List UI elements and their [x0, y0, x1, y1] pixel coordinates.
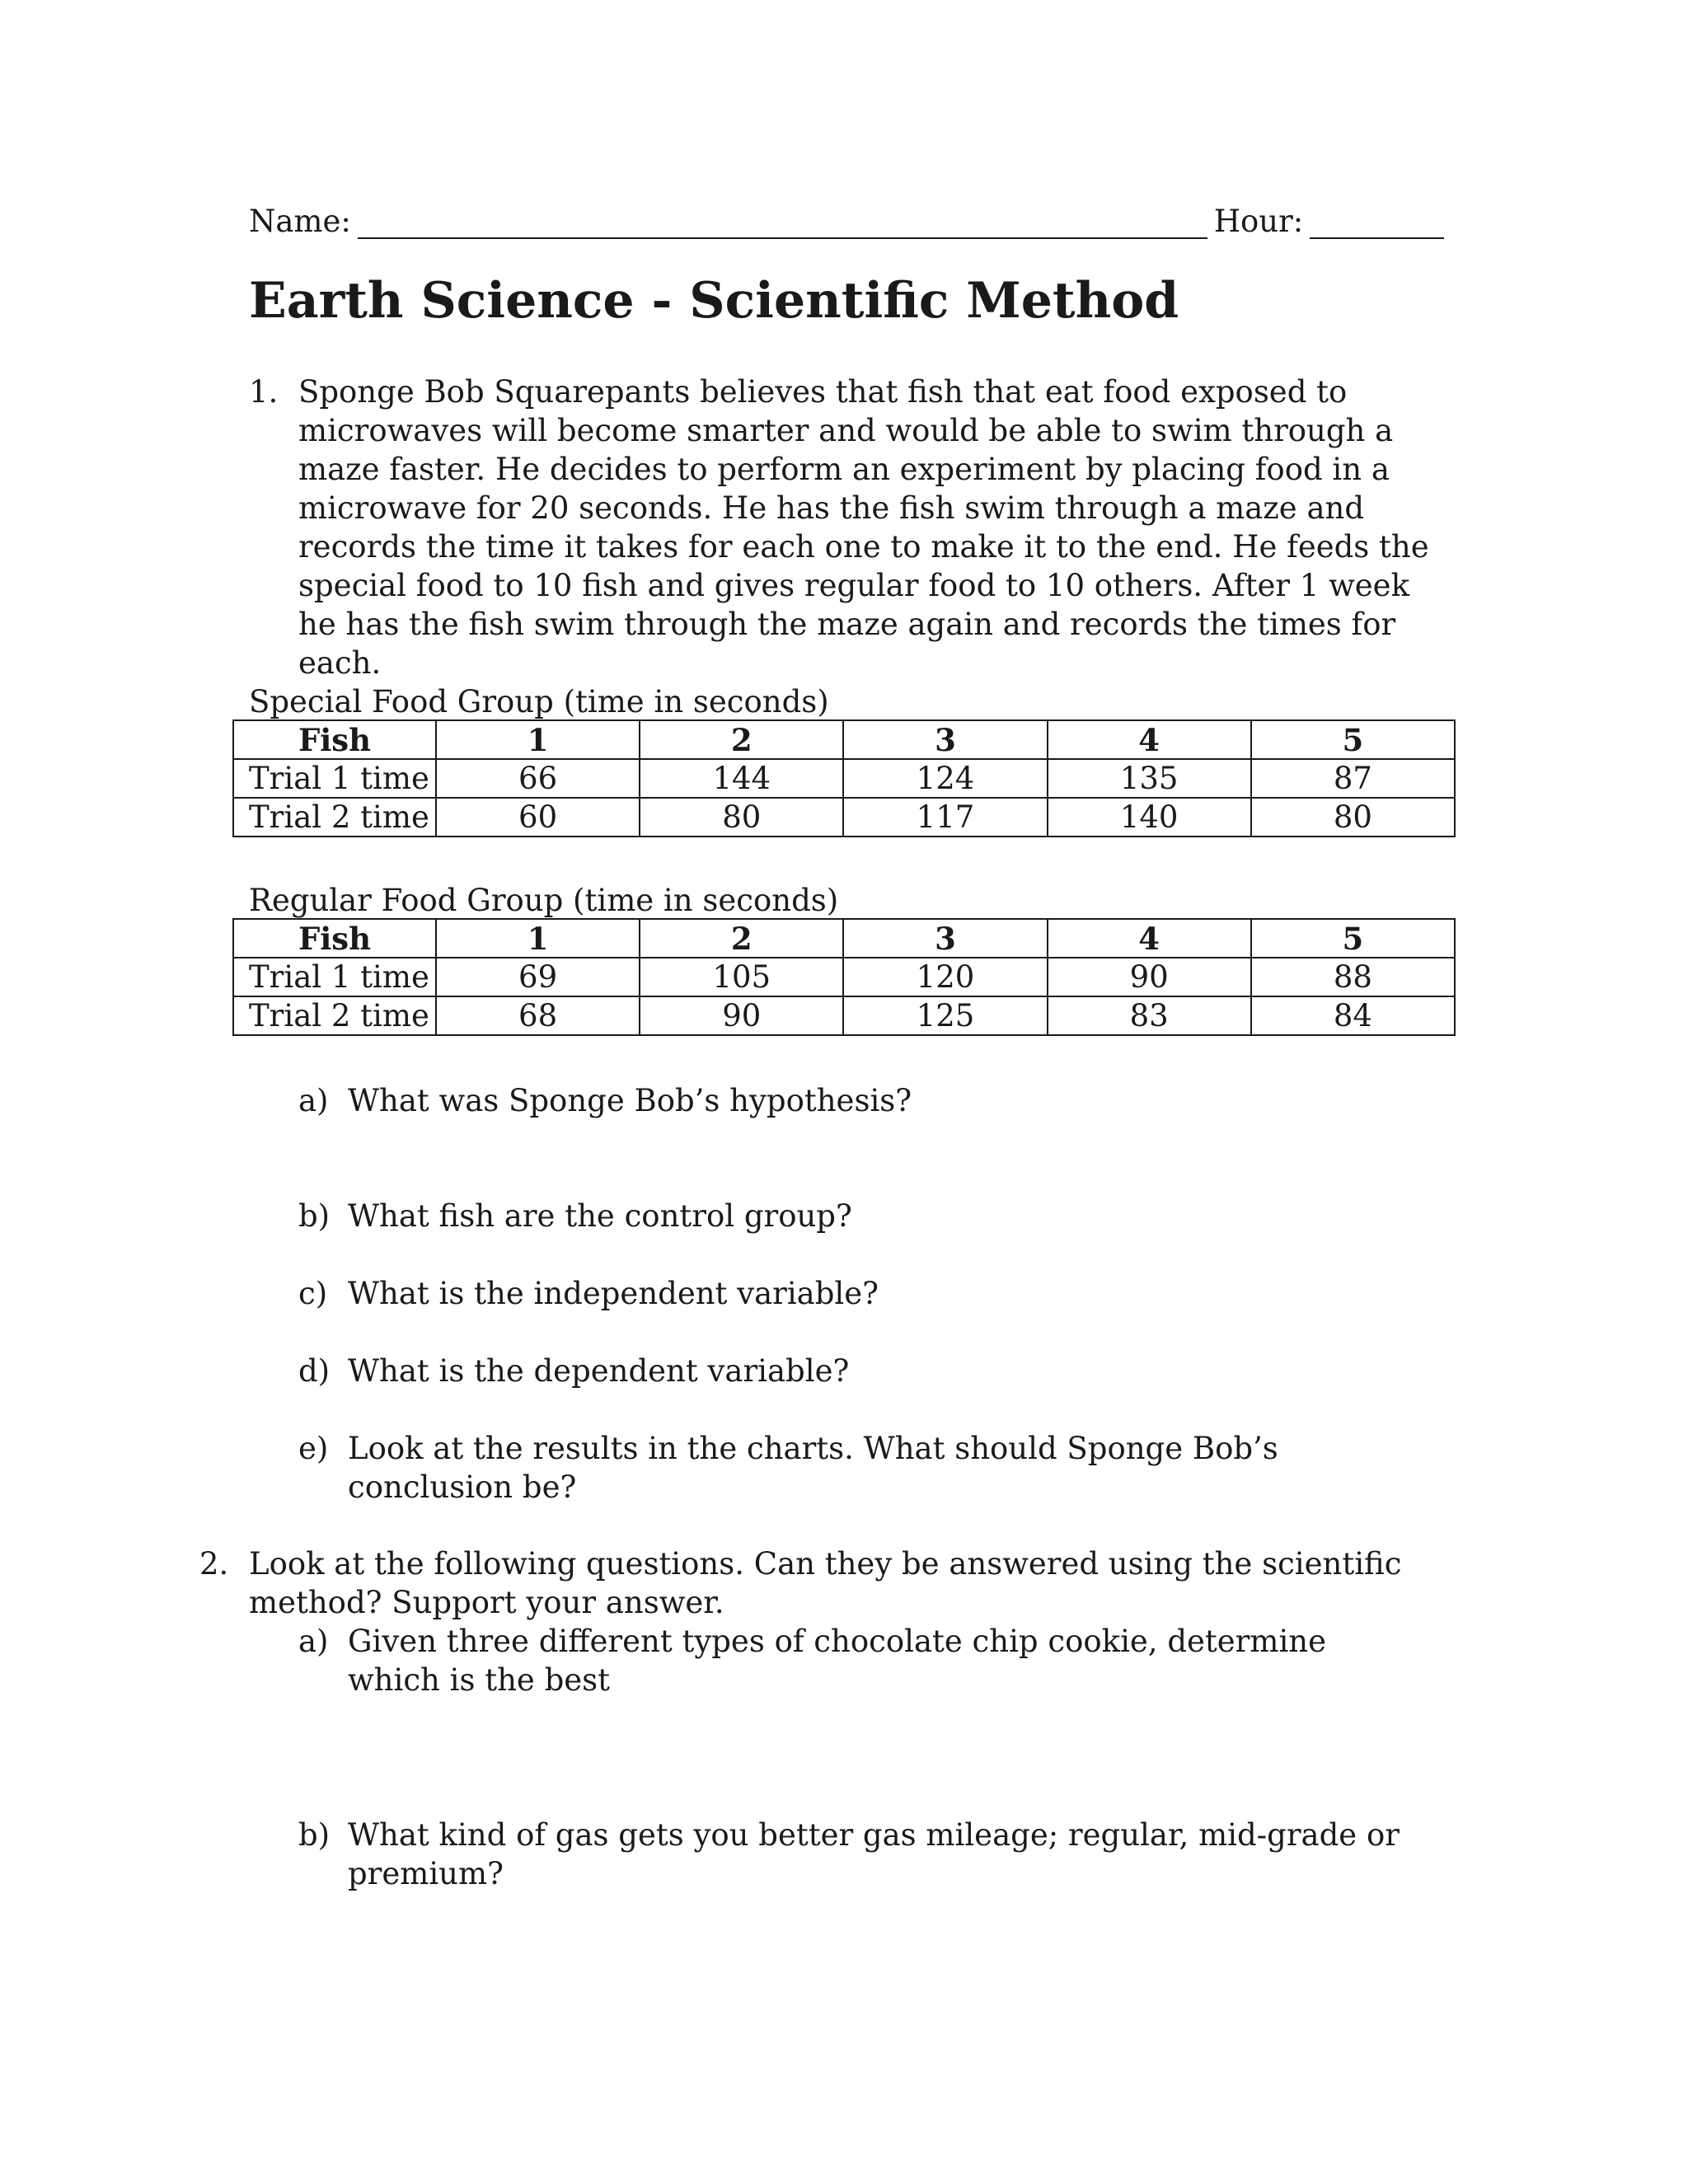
subquestion-text: What fish are the control group?: [348, 1198, 852, 1234]
table-cell: 60: [436, 798, 640, 837]
header-cell: 2: [640, 720, 843, 759]
table-header-row: [233, 720, 1455, 759]
subquestion-letter: d): [298, 1353, 331, 1389]
header-cell: 4: [1048, 720, 1251, 759]
question-number: 2.: [199, 1546, 229, 1582]
subquestion-text: What is the independent variable?: [348, 1276, 879, 1311]
subquestion-letter: a): [298, 1624, 329, 1659]
table-row: [233, 996, 1455, 1035]
subquestion-text: What was Sponge Bob’s hypothesis?: [348, 1083, 912, 1118]
row-label: Trial 2 time: [233, 996, 436, 1035]
table-row: [233, 958, 1455, 996]
header-cell: 5: [1251, 720, 1455, 759]
table-cell: 140: [1048, 798, 1251, 837]
table-cell: 66: [436, 759, 640, 798]
question-number: 1.: [249, 374, 279, 410]
table-cell: 84: [1251, 996, 1455, 1035]
header-cell: 3: [843, 919, 1047, 958]
subquestion-text: Look at the results in the charts. What should Sponge Bob’s conclusion be?: [348, 1431, 1278, 1505]
table-cell: 68: [436, 996, 640, 1035]
subquestion-text: What is the dependent variable?: [348, 1353, 850, 1389]
table-cell: 87: [1251, 759, 1455, 798]
regular-food-table: [232, 918, 1456, 1036]
table-header-row: [233, 919, 1455, 958]
header-cell: Fish: [233, 720, 436, 759]
hour-blank: [1310, 209, 1444, 239]
subquestion-letter: e): [298, 1431, 329, 1466]
table-cell: 105: [640, 958, 843, 996]
table-cell: 117: [843, 798, 1047, 837]
header-line: [249, 198, 1444, 239]
table-cell: 80: [1251, 798, 1455, 837]
table-row: [233, 798, 1455, 837]
header-cell: 1: [436, 919, 640, 958]
header-cell: 3: [843, 720, 1047, 759]
header-cell: 1: [436, 720, 640, 759]
table-cell: 120: [843, 958, 1047, 996]
special-table-caption: Special Food Group (time in seconds): [249, 684, 829, 719]
table-cell: 90: [640, 996, 843, 1035]
table-cell: 80: [640, 798, 843, 837]
table-cell: 144: [640, 759, 843, 798]
subquestion-text: Given three different types of chocolate chip cookie, determine which is the best: [348, 1624, 1326, 1698]
table-cell: 135: [1048, 759, 1251, 798]
row-label: Trial 2 time: [233, 798, 436, 837]
name-blank: [358, 209, 1207, 239]
subquestion-letter: a): [298, 1083, 329, 1118]
question-text: Look at the following questions. Can they be answered using the scientific method? Support your answer.: [249, 1546, 1402, 1620]
subquestion-letter: c): [298, 1276, 328, 1311]
page-title: Earth Science - Scientific Method: [249, 272, 1179, 330]
subquestion-text: What kind of gas gets you better gas mileage; regular, mid-grade or premium?: [348, 1817, 1400, 1891]
header-cell: 5: [1251, 919, 1455, 958]
special-food-table: [232, 719, 1456, 837]
header-cell: Fish: [233, 919, 436, 958]
regular-table-caption: Regular Food Group (time in seconds): [249, 883, 839, 918]
name-label: Name:: [249, 204, 351, 239]
question-1: [249, 373, 1436, 681]
row-label: Trial 1 time: [233, 958, 436, 996]
row-label: Trial 1 time: [233, 759, 436, 798]
question-text: Sponge Bob Squarepants believes that fish that eat food exposed to microwaves will become smarter and would be able to swim through a maze faster. He decides to perform an experiment by placing food in a microwave for 20 seconds. He has the fish swim through a maze and records the time it takes for each one to make it to the end. He feeds the special food to 10 fish and gives regular food to 10 others. After 1 week he has the fish swim through the maze again and records the times for each.: [298, 374, 1429, 681]
header-cell: 2: [640, 919, 843, 958]
table-cell: 125: [843, 996, 1047, 1035]
table-cell: 124: [843, 759, 1047, 798]
subquestion-letter: b): [298, 1198, 331, 1234]
header-cell: 4: [1048, 919, 1251, 958]
table-cell: 90: [1048, 958, 1251, 996]
question-2: [199, 1544, 1436, 1627]
table-cell: 83: [1048, 996, 1251, 1035]
table-cell: 69: [436, 958, 640, 996]
subquestion-letter: b): [298, 1817, 331, 1853]
table-cell: 88: [1251, 958, 1455, 996]
hour-label: Hour:: [1213, 204, 1304, 239]
table-row: [233, 759, 1455, 798]
